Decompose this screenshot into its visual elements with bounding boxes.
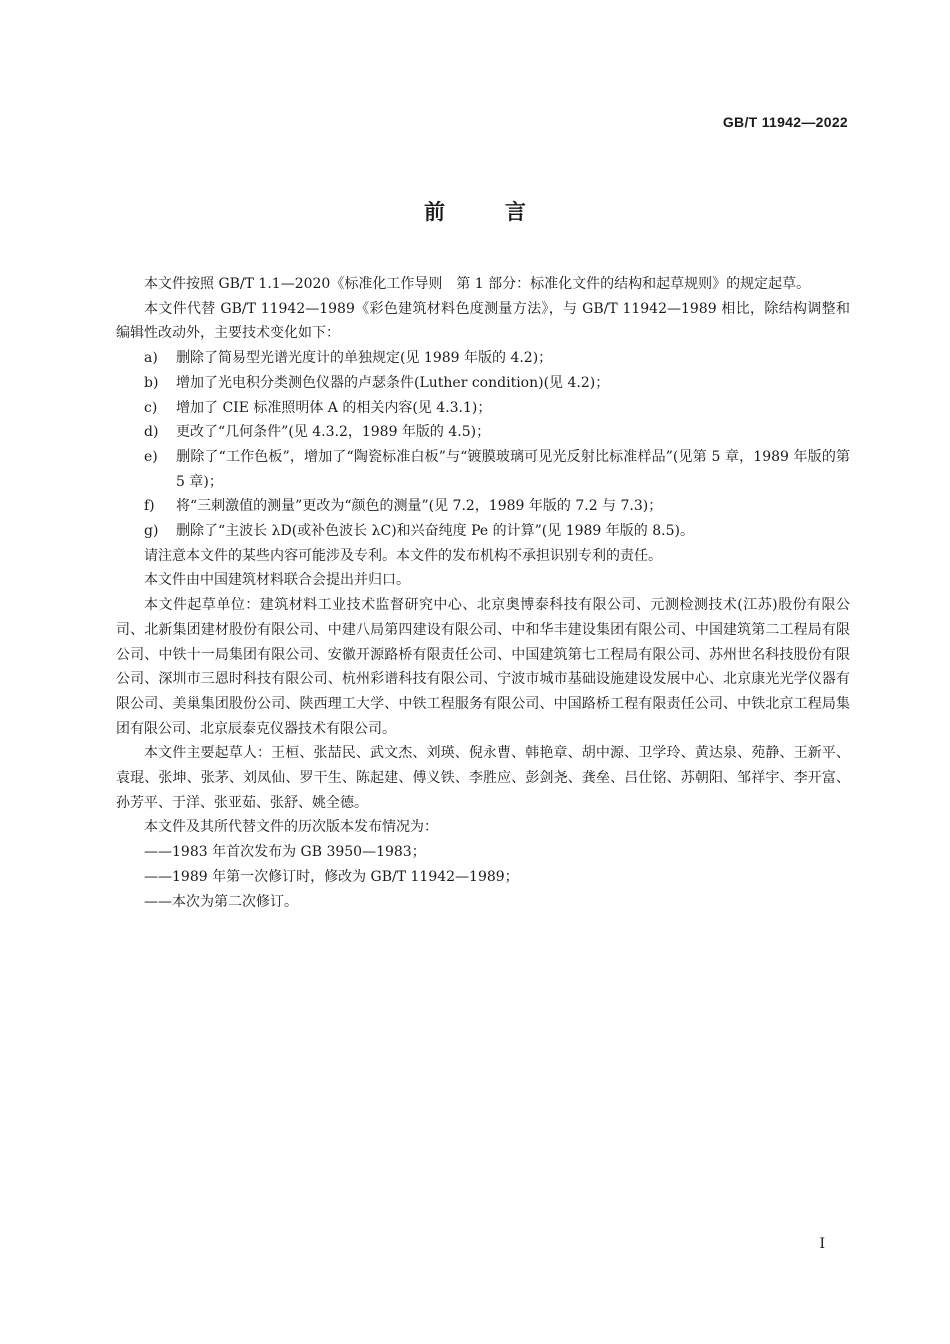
history-item: ——本次为第二次修订。: [144, 893, 298, 910]
history-item: ——1989 年第一次修订时，修改为 GB/T 11942—1989；: [144, 868, 519, 885]
paragraph-drafting-units: 本文件起草单位：建筑材料工业技术监督研究中心、北京奥博泰科技有限公司、元测检测技术(江苏)股份有限公司、北新集团建材股份有限公司、中建八局第四建设有限公司、中和华丰建设集团有限公司、中国建筑第二工程局有限公司、中铁十一局集团有限公司、安徽开源路桥有限责任公司、中国建筑第七工程局有限公司、苏州世名科技股份有限公司、深圳市三恩时科技有限公司、杭州彩谱科技有限公司、宁波市城市基础设施建设发展中心、北京康光光学仪器有限公司、美巢集团股份公司、陕西理工大学、中铁工程服务有限公司、中国路桥工程有限责任公司、中铁北京工程局集团有限公司、北京辰泰克仪器技术有限公司。: [116, 597, 850, 737]
change-text: 删除了“主波长 λD(或补色波长 λC)和兴奋纯度 Pe 的计算”(见 1989 年版的 8.5)。: [176, 523, 694, 540]
change-item: [116, 371, 850, 396]
change-item: [116, 396, 850, 421]
paragraph-patent-notice: 请注意本文件的某些内容可能涉及专利。本文件的发布机构不承担识别专利的责任。: [144, 547, 662, 564]
change-text: 更改了“几何条件”(见 4.3.2，1989 年版的 4.5)；: [176, 424, 491, 441]
list-marker: g): [144, 523, 159, 540]
change-text: 删除了简易型光谱光度计的单独规定(见 1989 年版的 4.2)；: [176, 350, 553, 367]
paragraph-drafters: 本文件主要起草人：王桓、张喆民、武文杰、刘瑛、倪永曹、韩艳章、胡中源、卫学玲、黄达泉、苑静、王新平、袁琨、张坤、张茅、刘凤仙、罗干生、陈起建、傅义铁、李胜应、彭剑尧、龚垒、吕仕铭、苏朝阳、邹祥宇、李开富、孙芳平、于洋、张亚茹、张舒、姚全德。: [116, 745, 850, 811]
list-marker: a): [144, 350, 158, 367]
change-item: [116, 445, 850, 494]
paragraph-replacement: 本文件代替 GB/T 11942—1989《彩色建筑材料色度测量方法》，与 GB/T 11942—1989 相比，除结构调整和编辑性改动外，主要技术变化如下：: [116, 300, 850, 342]
paragraph-history-intro: 本文件及其所代替文件的历次版本发布情况为：: [144, 819, 438, 836]
change-item: [116, 420, 850, 445]
list-marker: f): [144, 498, 155, 515]
standard-code: GB/T 11942—2022: [722, 114, 848, 130]
page-title: 前言: [424, 200, 586, 224]
list-marker: e): [144, 448, 158, 465]
page-number: I: [819, 1236, 825, 1252]
change-text: 删除了“工作色板”，增加了“陶瓷标准白板”与“镀膜玻璃可见光反射比标准样品”(见第 5 章，1989 年版的第 5 章)；: [176, 448, 850, 490]
list-marker: c): [144, 399, 158, 416]
list-marker: d): [144, 424, 159, 441]
paragraph-drafting-rule: 本文件按照 GB/T 1.1—2020《标准化工作导则 第 1 部分：标准化文件的结构和起草规则》的规定起草。: [144, 276, 811, 292]
paragraph-proposer: 本文件由中国建筑材料联合会提出并归口。: [144, 572, 410, 589]
change-text: 增加了光电积分类测色仪器的卢瑟条件(Luther condition)(见 4.2)；: [176, 374, 610, 391]
change-item: [116, 346, 850, 371]
foreword-body: [116, 272, 850, 914]
change-item: [116, 494, 850, 519]
change-item: [116, 519, 850, 544]
list-marker: b): [144, 374, 159, 391]
change-text: 将“三刺激值的测量”更改为“颜色的测量”(见 7.2，1989 年版的 7.2 与 7.3)；: [176, 498, 663, 515]
history-item: ——1983 年首次发布为 GB 3950—1983；: [144, 844, 426, 861]
change-text: 增加了 CIE 标准照明体 A 的相关内容(见 4.3.1)；: [176, 399, 492, 416]
